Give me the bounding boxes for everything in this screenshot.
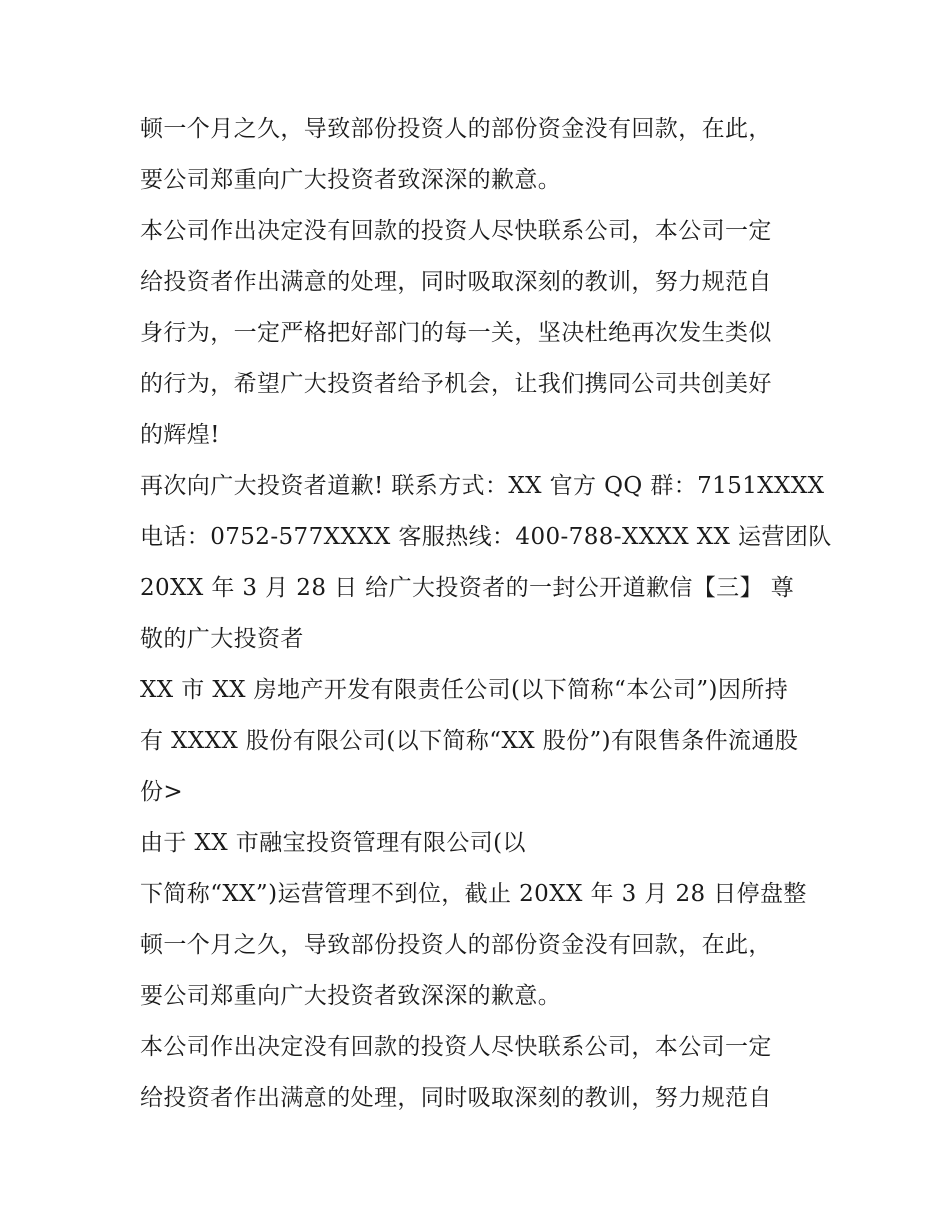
text-line: 再次向广大投资者道歉! 联系方式：XX 官方 QQ 群：7151XXXX <box>140 473 825 499</box>
text-line: 给投资者作出满意的处理，同时吸取深刻的教训，努力规范自 <box>140 269 772 295</box>
text-line: 电话：0752-577XXXX 客服热线：400-788-XXXX XX 运营团队 <box>140 524 832 550</box>
text-line: 本公司作出决定没有回款的投资人尽快联系公司，本公司一定 <box>140 218 772 244</box>
text-line: 下简称“XX”)运营管理不到位，截止 20XX 年 3 月 28 日停盘整 <box>140 881 807 907</box>
text-line: 20XX 年 3 月 28 日 给广大投资者的一封公开道歉信【三】 尊 <box>140 575 795 601</box>
text-line: 份> <box>140 779 184 805</box>
text-line: 敬的广大投资者 <box>140 626 304 652</box>
text-line: 顿一个月之久，导致部份投资人的部份资金没有回款，在此， <box>140 932 772 958</box>
text-line: 给投资者作出满意的处理，同时吸取深刻的教训，努力规范自 <box>140 1085 772 1111</box>
text-line: 有 XXXX 股份有限公司(以下简称“XX 股份”)有限售条件流通股 <box>140 728 799 754</box>
text-line: 的行为，希望广大投资者给予机会，让我们携同公司共创美好 <box>140 371 772 397</box>
text-line: XX 市 XX 房地产开发有限责任公司(以下简称“本公司”)因所持 <box>140 677 789 703</box>
text-line: 顿一个月之久，导致部份投资人的部份资金没有回款，在此， <box>140 116 772 142</box>
text-line: 要公司郑重向广大投资者致深深的歉意。 <box>140 167 562 193</box>
text-line: 由于 XX 市融宝投资管理有限公司(以 <box>140 830 526 856</box>
text-line: 本公司作出决定没有回款的投资人尽快联系公司，本公司一定 <box>140 1034 772 1060</box>
text-line: 身行为，一定严格把好部门的每一关，坚决杜绝再次发生类似 <box>140 320 772 346</box>
text-line: 的辉煌! <box>140 422 220 448</box>
text-line: 要公司郑重向广大投资者致深深的歉意。 <box>140 983 562 1009</box>
